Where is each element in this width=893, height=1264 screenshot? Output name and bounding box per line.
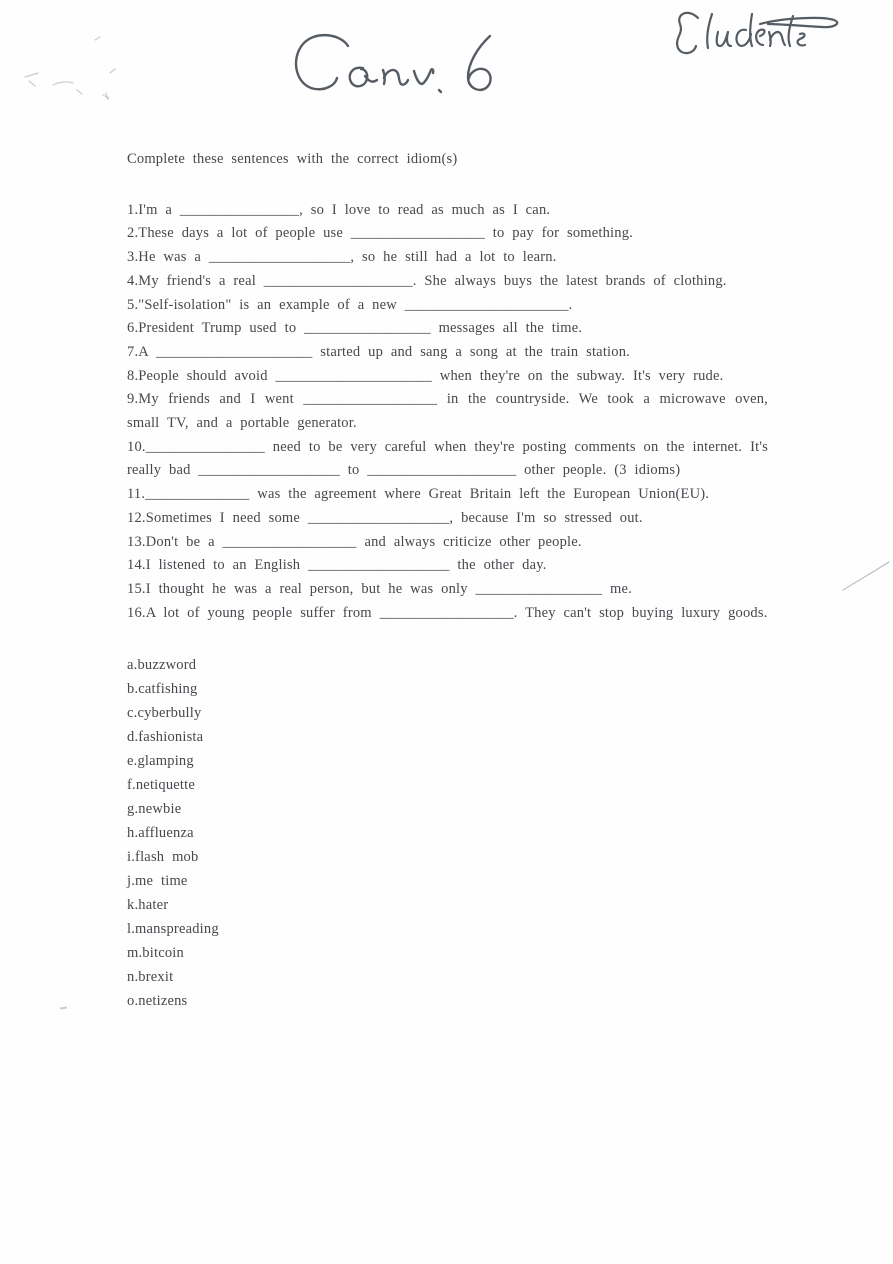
stray-pen-mark <box>838 552 893 597</box>
option-item-l: l.manspreading <box>127 921 219 938</box>
question-item-10: 10.________________ need to be very careful when they're posting comments on the internet. It's really bad ___________________ to ____________________ other people. (3 idioms) <box>127 438 768 479</box>
question-item-3: 3.He was a ___________________, so he still had a lot to learn. <box>127 249 557 266</box>
question-list <box>127 199 768 626</box>
option-item-o: o.netizens <box>127 993 188 1010</box>
option-item-i: i.flash mob <box>127 849 199 866</box>
instruction-text: Complete these sentences with the correct idiom(s) <box>127 151 458 167</box>
option-item-a: a.buzzword <box>127 657 197 674</box>
option-item-n: n.brexit <box>127 969 174 986</box>
question-item-8: 8.People should avoid _____________________ when they're on the subway. It's very rude. <box>127 367 724 384</box>
question-item-14: 14.I listened to an English ___________________ the other day. <box>127 557 547 574</box>
option-item-e: e.glamping <box>127 753 194 770</box>
question-item-2: 2.These days a lot of people use __________________ to pay for something. <box>127 225 634 242</box>
question-item-1: 1.I'm a ________________, so I love to read as much as I can. <box>127 201 551 218</box>
question-item-13: 13.Don't be a __________________ and always criticize other people. <box>127 533 582 550</box>
handwritten-students-label <box>672 6 882 70</box>
option-item-f: f.netiquette <box>127 777 196 794</box>
option-item-m: m.bitcoin <box>127 945 184 962</box>
question-item-16: 16.A lot of young people suffer from __________________. They can't stop buying luxury goods. <box>127 604 768 621</box>
option-item-g: g.newbie <box>127 801 182 818</box>
question-item-12: 12.Sometimes I need some ___________________, because I'm so stressed out. <box>127 509 643 526</box>
handwritten-title <box>285 28 515 113</box>
question-item-9: 9.My friends and I went __________________ in the countryside. We took a microwave oven, small TV, and a portable generator. <box>127 391 768 432</box>
question-item-11: 11.______________ was the agreement where Great Britain left the European Union(EU). <box>127 486 710 503</box>
question-item-6: 6.President Trump used to _________________ messages all the time. <box>127 320 583 337</box>
option-item-b: b.catfishing <box>127 681 198 698</box>
option-item-h: h.affluenza <box>127 825 194 842</box>
option-item-c: c.cyberbully <box>127 705 202 722</box>
option-list <box>127 653 768 1013</box>
question-item-15: 15.I thought he was a real person, but he was only _________________ me. <box>127 580 632 597</box>
option-item-d: d.fashionista <box>127 729 204 746</box>
question-item-5: 5."Self-isolation" is an example of a new ______________________. <box>127 296 573 313</box>
worksheet-content <box>127 148 768 1013</box>
question-item-4: 4.My friend's a real ____________________. She always buys the latest brands of clothing. <box>127 272 727 289</box>
option-item-j: j.me time <box>127 873 188 890</box>
question-item-7: 7.A _____________________ started up and sang a song at the train station. <box>127 343 631 360</box>
pencil-scribble <box>15 25 155 100</box>
option-item-k: k.hater <box>127 897 169 914</box>
scan-speck <box>60 1007 67 1010</box>
